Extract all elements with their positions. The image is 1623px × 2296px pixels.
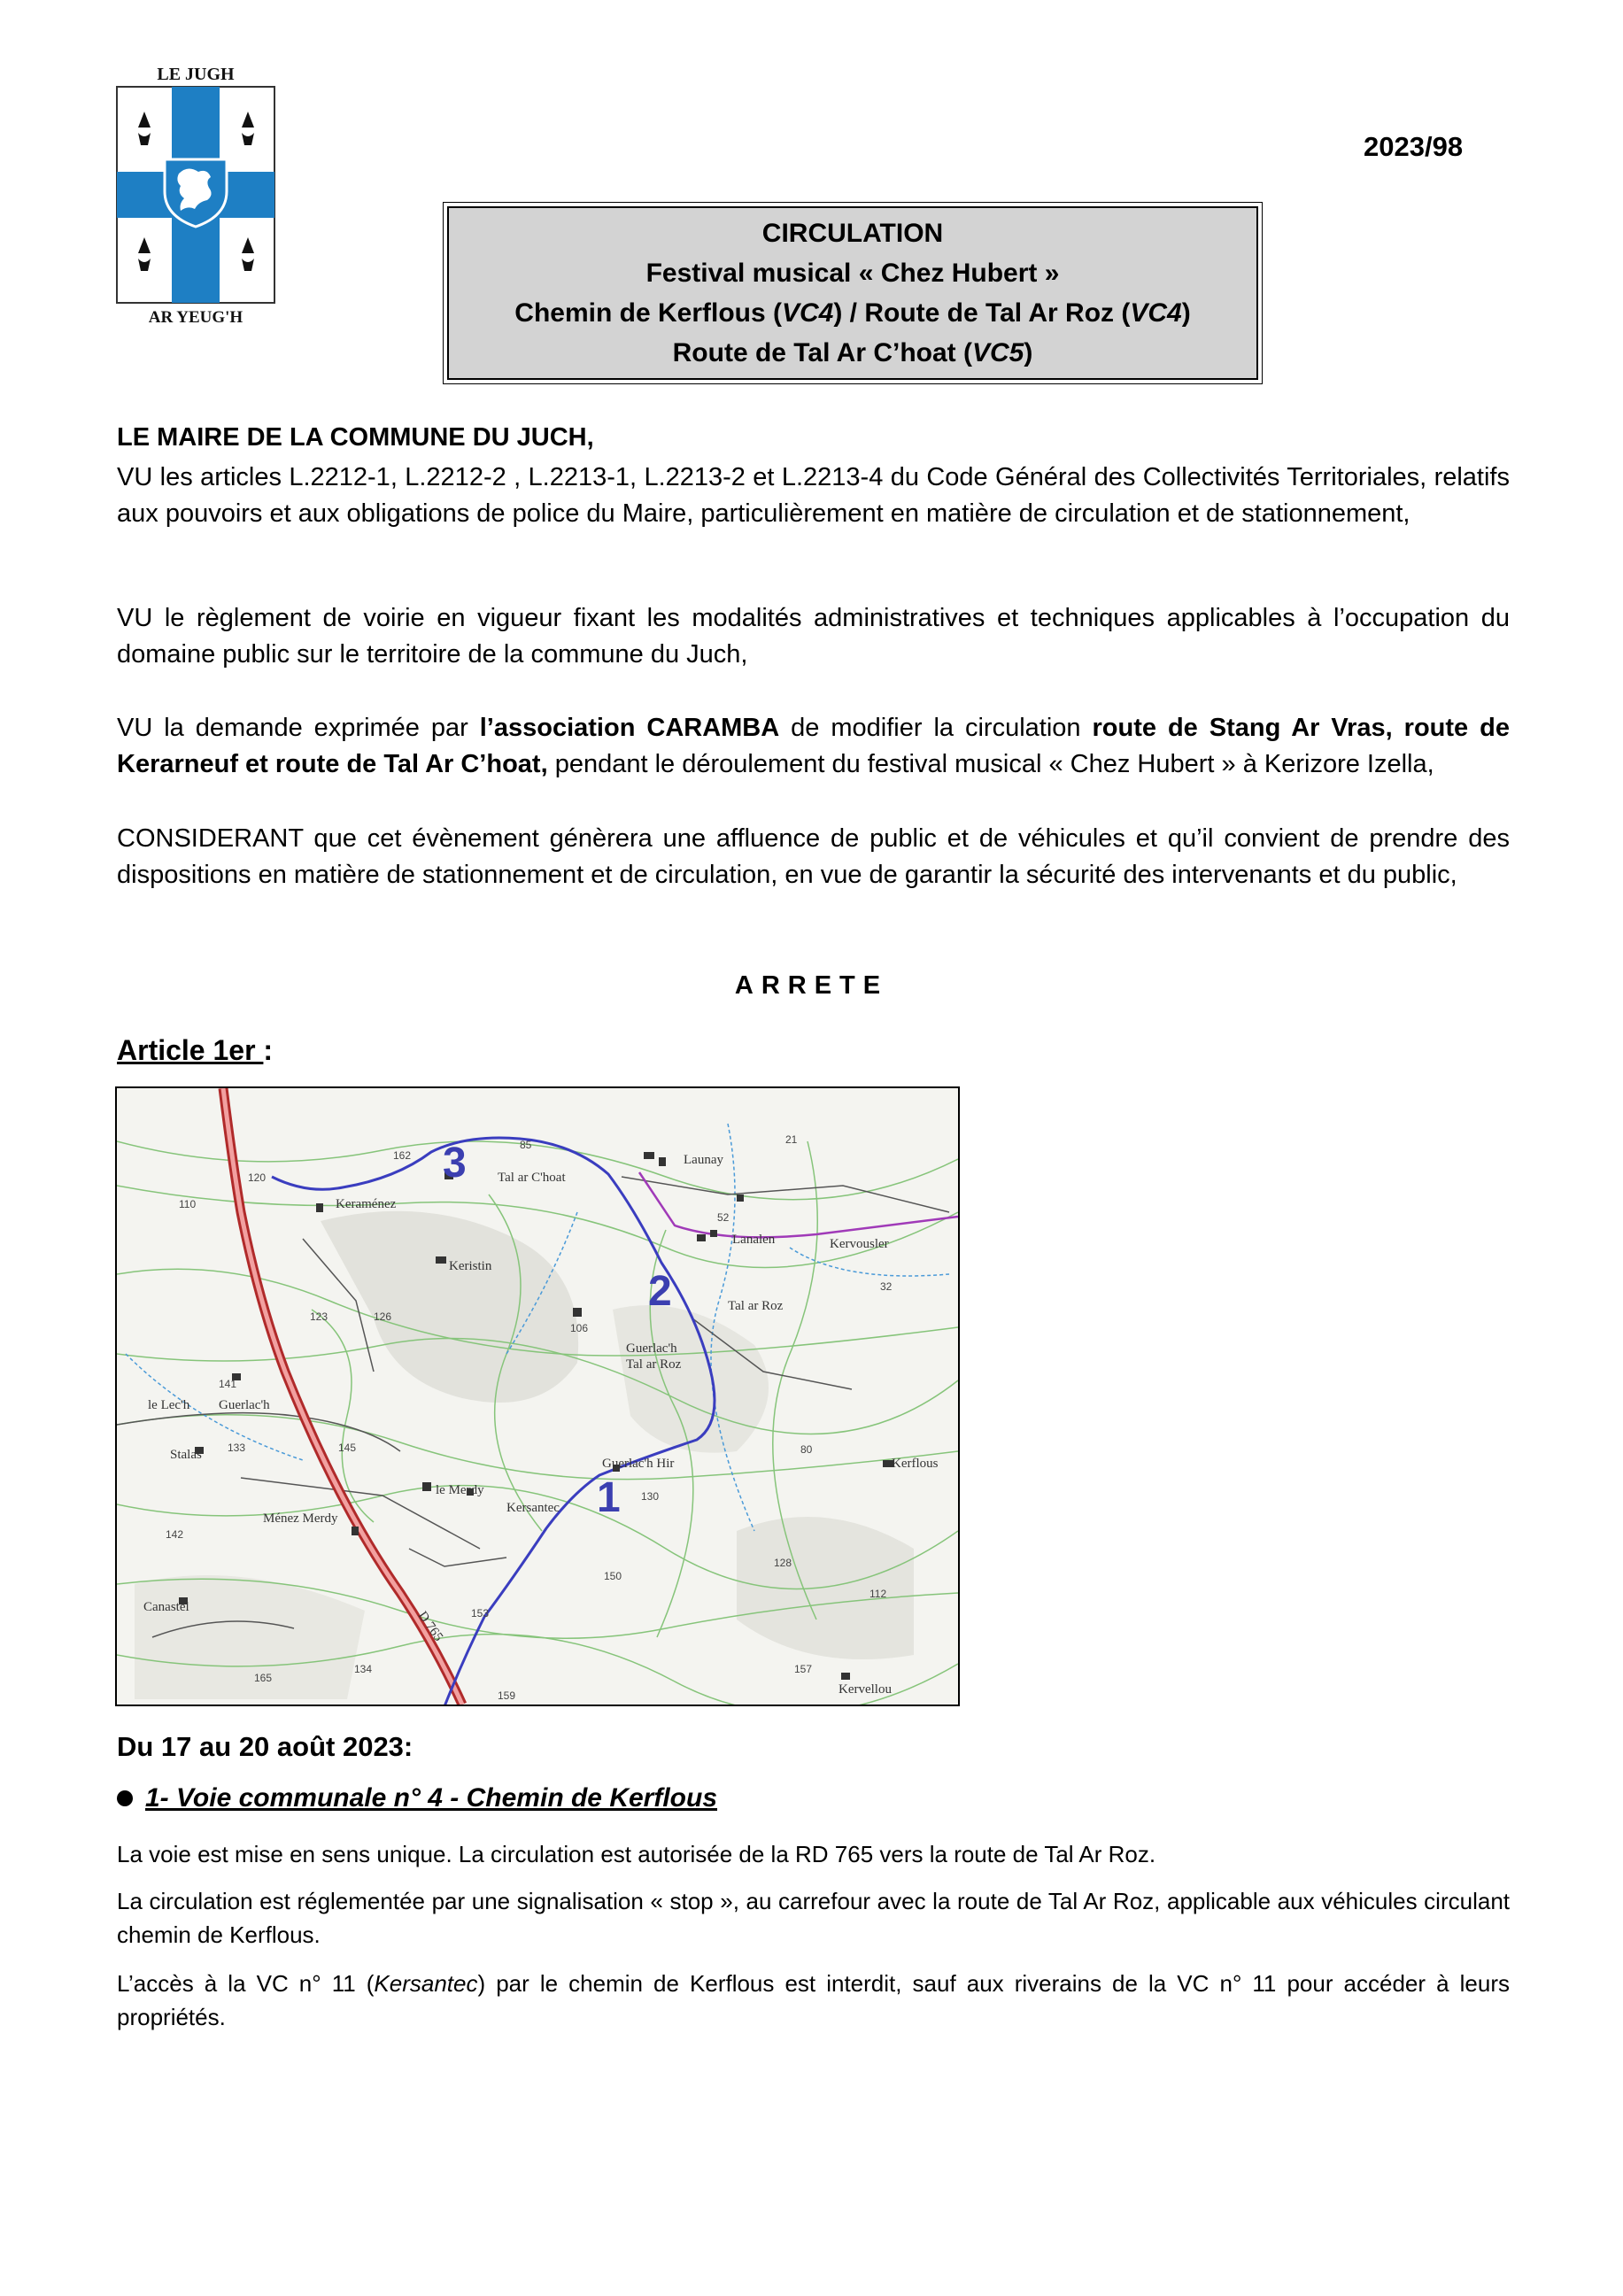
decree-reference-number: 2023/98: [1364, 131, 1464, 162]
svg-text:Keraménez: Keraménez: [336, 1197, 397, 1211]
svg-text:le Lec'h: le Lec'h: [148, 1398, 190, 1412]
svg-text:Launay: Launay: [684, 1153, 723, 1167]
svg-text:Lanalen: Lanalen: [732, 1233, 776, 1247]
mayor-heading: LE MAIRE DE LA COMMUNE DU JUCH,: [117, 423, 594, 452]
svg-text:Canastel: Canastel: [143, 1600, 189, 1614]
svg-text:Tal ar Roz: Tal ar Roz: [626, 1357, 682, 1372]
svg-text:141: 141: [219, 1378, 237, 1390]
svg-text:52: 52: [717, 1211, 730, 1224]
article-1-heading: Article 1er :: [117, 1034, 274, 1066]
svg-text:LE JUGH: LE JUGH: [157, 65, 235, 84]
svg-text:150: 150: [604, 1570, 622, 1582]
rule-paragraph-3: L’accès à la VC n° 11 (Kersantec) par le chemin de Kerflous est interdit, sauf aux riverains de la VC n° 11 pour accéder à leurs propriétés.: [117, 1970, 1510, 2030]
vu-paragraph-2: VU le règlement de voirie en vigueur fixant les modalités administratives et techniques applicables à l’occupation du domaine public sur le territoire de la commune du Juch,: [117, 604, 1510, 669]
svg-text:106: 106: [570, 1322, 589, 1334]
route-number-2: 2: [648, 1268, 672, 1315]
svg-text:Guerlac'h Hir: Guerlac'h Hir: [602, 1457, 675, 1471]
svg-text:162: 162: [393, 1149, 412, 1162]
svg-text:128: 128: [774, 1557, 792, 1569]
rule-paragraph-1: La voie est mise en sens unique. La circulation est autorisée de la RD 765 vers la route de Tal Ar Roz.: [117, 1841, 1156, 1867]
svg-text:80: 80: [800, 1443, 813, 1456]
svg-text:Guerlac'h: Guerlac'h: [626, 1341, 677, 1356]
svg-text:153: 153: [471, 1607, 490, 1620]
svg-text:145: 145: [338, 1442, 357, 1454]
svg-text:Stalas: Stalas: [170, 1448, 202, 1462]
svg-text:157: 157: [794, 1663, 813, 1675]
svg-text:Guerlac'h: Guerlac'h: [219, 1398, 270, 1412]
title-line-2: Festival musical « Chez Hubert »: [645, 259, 1060, 288]
svg-text:32: 32: [880, 1280, 893, 1293]
voie-heading: 1- Voie communale n° 4 - Chemin de Kerflous: [117, 1783, 717, 1813]
svg-text:134: 134: [354, 1663, 373, 1675]
svg-text:Kerflous: Kerflous: [892, 1457, 939, 1471]
svg-text:130: 130: [641, 1490, 660, 1503]
municipal-crest-logo: [115, 60, 276, 331]
svg-text:142: 142: [166, 1528, 184, 1541]
svg-text:Tal ar C'hoat: Tal ar C'hoat: [498, 1171, 566, 1185]
title-line-3: Chemin de Kerflous (VC4) / Route de Tal Ar Roz (VC4): [514, 298, 1191, 328]
title-line-4: Route de Tal Ar C’hoat (VC5): [672, 338, 1033, 367]
svg-text:Kersantec: Kersantec: [506, 1501, 560, 1515]
svg-text:165: 165: [254, 1672, 273, 1684]
rule-paragraph-2: La circulation est réglementée par une signalisation « stop », au carrefour avec la route de Tal Ar Roz, applicable aux véhicules circulant chemin de Kerflous.: [117, 1888, 1510, 1948]
vu-paragraph-3: VU la demande exprimée par l’association CARAMBA de modifier la circulation route de Stang Ar Vras, route de Kerarneuf et route de Tal Ar C’hoat, pendant le déroulement du festival musical « Chez Hubert » à Kerizore Izella,: [117, 714, 1510, 778]
svg-text:AR YEUG'H: AR YEUG'H: [148, 308, 243, 327]
title-line-1: CIRCULATION: [761, 219, 944, 248]
svg-text:D 765: D 765: [414, 1609, 446, 1644]
svg-text:85: 85: [520, 1139, 532, 1151]
svg-text:133: 133: [228, 1442, 246, 1454]
svg-text:159: 159: [498, 1689, 516, 1702]
svg-text:120: 120: [248, 1171, 267, 1184]
arrete-heading: ARRETE: [734, 971, 889, 1000]
vu-paragraph-1: VU les articles L.2212-1, L.2212-2 , L.2213-1, L.2213-2 et L.2213-4 du Code Général des Collectivités Territoriales, relatifs aux pouvoirs et aux obligations de police du Maire, particulièrement en matière de circulation et de stationnement,: [117, 463, 1510, 528]
svg-text:112: 112: [869, 1588, 887, 1600]
svg-text:126: 126: [374, 1310, 392, 1323]
svg-text:123: 123: [310, 1310, 328, 1323]
svg-text:110: 110: [179, 1198, 197, 1210]
title-box: [447, 206, 1258, 380]
bullet-icon: [117, 1790, 133, 1806]
route-map-image: [115, 1086, 960, 1706]
svg-text:Kervellou: Kervellou: [839, 1682, 892, 1697]
svg-text:Ménez Merdy: Ménez Merdy: [263, 1511, 338, 1526]
svg-text:21: 21: [785, 1133, 798, 1146]
svg-text:Keristin: Keristin: [449, 1259, 492, 1273]
svg-text:Tal ar Roz: Tal ar Roz: [728, 1299, 784, 1313]
route-number-1: 1: [597, 1474, 621, 1521]
date-range: Du 17 au 20 août 2023:: [117, 1731, 413, 1762]
considerant-paragraph: CONSIDERANT que cet évènement génèrera une affluence de public et de véhicules et qu’il convient de prendre des dispositions en matière de stationnement et de circulation, en vue de garantir la sécurité des intervenants et du public,: [117, 824, 1510, 889]
svg-text:Kervousler: Kervousler: [830, 1237, 889, 1251]
route-number-3: 3: [443, 1140, 467, 1187]
svg-text:le Merdy: le Merdy: [436, 1483, 484, 1497]
